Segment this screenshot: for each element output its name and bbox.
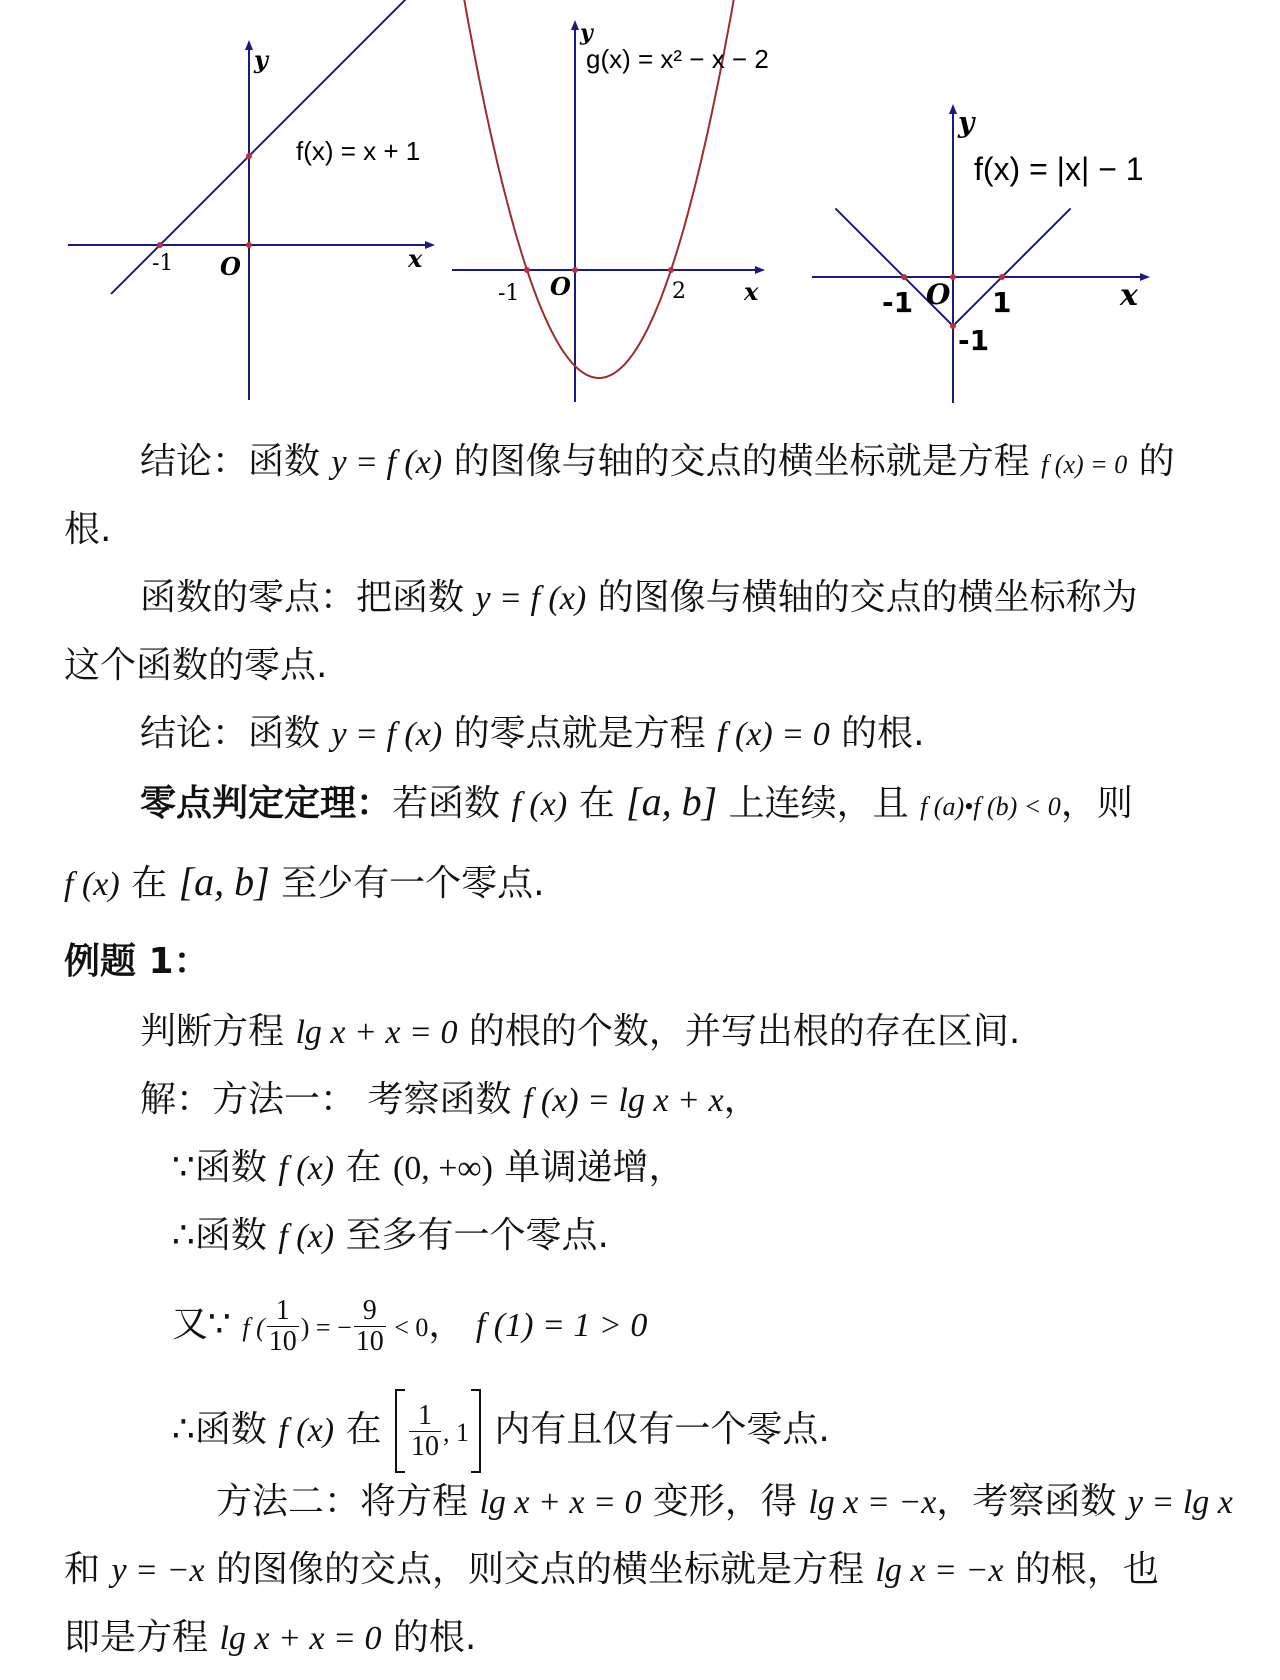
- math-segment: [a, b]: [178, 859, 270, 904]
- left-bracket: [393, 1388, 407, 1474]
- math-segment: y = f (x): [331, 716, 443, 753]
- graph2-y-label: y: [580, 20, 593, 46]
- graph1-x-arrow: [425, 241, 435, 249]
- text-segment: 函数的零点：把函数: [140, 577, 476, 618]
- math-segment: f (x) = lg x + x: [522, 1082, 724, 1119]
- text-segment: 又∵: [172, 1304, 243, 1345]
- text-segment: ，考察函数: [936, 1481, 1128, 1522]
- graph1-intercept-point: [246, 153, 252, 159]
- example-title: [64, 940, 210, 984]
- right-bracket: [469, 1388, 483, 1474]
- text-segment: 结论：函数: [140, 713, 332, 754]
- text-segment: 根.: [64, 509, 112, 550]
- text-segment: 上连续，且: [717, 783, 921, 824]
- math-segment: < 0: [387, 1313, 429, 1342]
- math-segment: [a, b]: [626, 779, 718, 824]
- graph2-root-right: [668, 267, 674, 273]
- graph3-x-arrow: [1140, 273, 1150, 281]
- text-segment: 的根的个数，并写出根的存在区间.: [457, 1011, 1021, 1052]
- text-segment: 在: [119, 863, 179, 904]
- text-segment: 这个函数的零点.: [64, 645, 328, 686]
- math-segment: f (x): [278, 1218, 335, 1255]
- fraction-interval-start: [409, 1401, 441, 1462]
- graphs-svg: [0, 0, 1280, 420]
- graph3-tick-1: 1: [992, 286, 1012, 319]
- text-segment: 的根，也: [1003, 1549, 1159, 1590]
- solution-step-because: [172, 1146, 684, 1191]
- text-segment: 单调递增，: [493, 1147, 685, 1188]
- theorem-title: 零点判定定理：: [140, 783, 393, 824]
- math-segment: lg x = −x: [875, 1552, 1004, 1589]
- fraction-numerator: 1: [267, 1296, 299, 1327]
- solution-method-2-line-3: [64, 1616, 476, 1661]
- math-segment: y = f (x): [331, 444, 443, 481]
- graph3-tick-neg1: -1: [882, 286, 914, 319]
- graph1-tick-neg1: -1: [152, 251, 174, 276]
- math-segment: lg x + x = 0: [295, 1014, 458, 1051]
- graph1-function-label: f(x) = x + 1: [296, 136, 421, 166]
- theorem-line-2: [64, 860, 545, 907]
- math-segment: (0, +∞): [392, 1150, 493, 1187]
- text-segment: 若函数: [392, 783, 512, 824]
- text-segment: 的: [1127, 441, 1175, 482]
- graph1-y-label: y: [254, 45, 268, 74]
- math-segment: y = −x: [111, 1552, 205, 1589]
- math-segment: f (x): [511, 786, 568, 823]
- graph2-y-arrow: [571, 20, 579, 30]
- graph-absolute: [812, 104, 1150, 403]
- graph1-origin-label: O: [220, 252, 241, 281]
- math-segment: f (a)•f (b) < 0: [920, 792, 1061, 821]
- math-segment: lg x = −x: [808, 1484, 937, 1521]
- fraction-numerator: 1: [409, 1401, 441, 1432]
- math-segment: f (x): [278, 1150, 335, 1187]
- graph2-tick-neg1: -1: [498, 281, 520, 306]
- graph3-root-left: [901, 274, 907, 280]
- math-segment: f (x): [278, 1412, 335, 1449]
- solution-method-2-line-2: [64, 1548, 1159, 1593]
- fraction-nine-tenths: [354, 1296, 386, 1357]
- text-segment: ∵函数: [172, 1147, 279, 1188]
- solution-method-1: [140, 1078, 760, 1123]
- graph3-function-label: f(x) = |x| − 1: [974, 151, 1144, 187]
- text-segment: 至多有一个零点.: [334, 1215, 609, 1256]
- text-segment: 的图像与横轴的交点的横坐标称为: [586, 577, 1138, 618]
- math-segment: f (1) = 1 > 0: [475, 1307, 648, 1344]
- math-segment: , 1: [442, 1418, 469, 1447]
- graph3-origin-label: O: [926, 278, 951, 311]
- text-segment: 的零点就是方程: [442, 713, 718, 754]
- solution-step-values: [172, 1290, 647, 1363]
- text-segment: 方法二：将方程: [216, 1481, 480, 1522]
- example-question: [140, 1010, 1020, 1055]
- graph2-tick-2: 2: [672, 279, 686, 304]
- graph-parabola: [452, 0, 769, 402]
- graph2-origin-label: O: [550, 272, 571, 301]
- math-segment: ) = −: [300, 1313, 352, 1342]
- math-segment: lg x + x = 0: [219, 1620, 382, 1657]
- text-segment: ，: [428, 1304, 476, 1345]
- math-segment: f (x) = 0: [717, 716, 830, 753]
- text-segment: 即是方程: [64, 1617, 220, 1658]
- text-segment: 的图像的交点，则交点的横坐标就是方程: [204, 1549, 876, 1590]
- text-segment: ，: [723, 1079, 760, 1120]
- text-segment: 解：方法一： 考察函数: [140, 1079, 523, 1120]
- conclusion-line-2: [64, 508, 111, 552]
- graph3-tick-y-neg1: -1: [958, 324, 990, 357]
- solution-step-conclusion: [172, 1385, 830, 1478]
- solution-step-therefore: [172, 1214, 609, 1259]
- text-segment: 的根.: [829, 713, 925, 754]
- math-segment: y = f (x): [475, 580, 587, 617]
- fraction-denominator: 10: [268, 1325, 297, 1357]
- text-segment: 在: [567, 783, 627, 824]
- text-segment: 判断方程: [140, 1011, 296, 1052]
- text-segment: 内有且仅有一个零点.: [482, 1409, 830, 1450]
- fraction-numerator: 9: [354, 1296, 386, 1327]
- text-segment: 至少有一个零点.: [269, 863, 545, 904]
- fraction-one-tenth: [267, 1296, 299, 1357]
- graph-linear: [68, 0, 435, 400]
- text-segment: 结论：函数: [140, 441, 332, 482]
- graph2-origin-point: [572, 267, 578, 273]
- text-segment: ∴函数: [172, 1215, 279, 1256]
- graph3-root-right: [999, 274, 1005, 280]
- graph3-origin-point: [950, 274, 956, 280]
- fraction-denominator: 10: [410, 1430, 439, 1462]
- theorem-line-1: [140, 780, 1133, 829]
- fraction-denominator: 10: [355, 1325, 384, 1357]
- zero-definition-line-2: [64, 644, 327, 688]
- graph1-origin-point: [246, 242, 252, 248]
- text-segment: 变形，得: [641, 1481, 809, 1522]
- text-segment: 和: [64, 1549, 112, 1590]
- solution-method-2-line-1: [216, 1480, 1233, 1525]
- math-segment: f (x): [64, 866, 120, 903]
- graph2-root-left: [524, 267, 530, 273]
- math-segment: y = lg x: [1127, 1484, 1233, 1521]
- graph1-x-label: x: [408, 244, 423, 273]
- graph1-root-point: [157, 242, 163, 248]
- graph2-function-label: g(x) = x² − x − 2: [586, 44, 769, 74]
- text-segment: ∴函数: [172, 1409, 279, 1450]
- graph3-y-arrow: [949, 104, 957, 114]
- math-segment: f (x) = 0: [1041, 450, 1128, 479]
- conclusion-line-1: [140, 440, 1175, 487]
- text-segment: ，则: [1060, 783, 1133, 824]
- graph3-vertex-point: [950, 323, 956, 329]
- text-segment: 在: [334, 1147, 393, 1188]
- graph1-y-arrow: [245, 40, 253, 50]
- graph3-y-label: y: [958, 106, 975, 139]
- text-segment: 在: [334, 1409, 393, 1450]
- graph2-x-arrow: [755, 266, 765, 274]
- text-segment: 的根.: [381, 1617, 477, 1658]
- text-segment: 的图像与轴的交点的横坐标就是方程: [442, 441, 1042, 482]
- conclusion-2-line: [140, 712, 925, 757]
- graph3-x-label: x: [1120, 278, 1138, 313]
- graphs-panel: [0, 0, 1280, 420]
- example-title-text: 例题 1：: [64, 941, 210, 982]
- math-segment: lg x + x = 0: [479, 1484, 642, 1521]
- zero-definition-line-1: [140, 576, 1138, 621]
- graph2-x-label: x: [744, 277, 759, 306]
- math-segment: f (: [242, 1313, 265, 1342]
